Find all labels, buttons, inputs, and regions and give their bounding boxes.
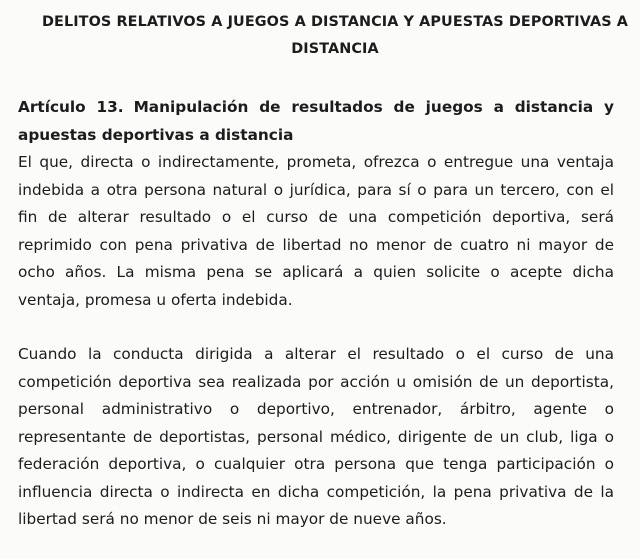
article-block <box>18 94 614 534</box>
article-paragraph-1: El que, directa o indirectamente, prometa, ofrezca o entregue una ventaja indebida a otra persona natural o jurídica, para sí o para un tercero, con el fin de alterar resultado o el curso de una competición deportiva, será reprimido con pena privativa de libertad no menor de cuatro ni mayor de ocho años. La misma pena se aplicará a quien solicite o acepte dicha ventaja, promesa u oferta indebida. <box>18 153 614 309</box>
article-number: Artículo 13. <box>18 98 124 116</box>
article-title: Manipulación de resultados de juegos a distancia y apuestas deportivas a distancia <box>18 98 614 144</box>
section-heading: DELITOS RELATIVOS A JUEGOS A DISTANCIA Y APUESTAS DEPORTIVAS A DISTANCIA <box>41 14 629 57</box>
article-heading <box>18 94 614 149</box>
article-paragraph-2: Cuando la conducta dirigida a alterar el resultado o el curso de una competición deportiva sea realizada por acción u omisión de un deportista, personal administrativo o deportivo, entrenador, árbitro, agente o representante de deportistas, personal médico, dirigente de un club, liga o federación deportiva, o cualquier otra persona que tenga participación o influencia directa o indirecta en dicha competición, la pena privativa de la libertad será no menor de seis ni mayor de nueve años. <box>18 345 614 528</box>
